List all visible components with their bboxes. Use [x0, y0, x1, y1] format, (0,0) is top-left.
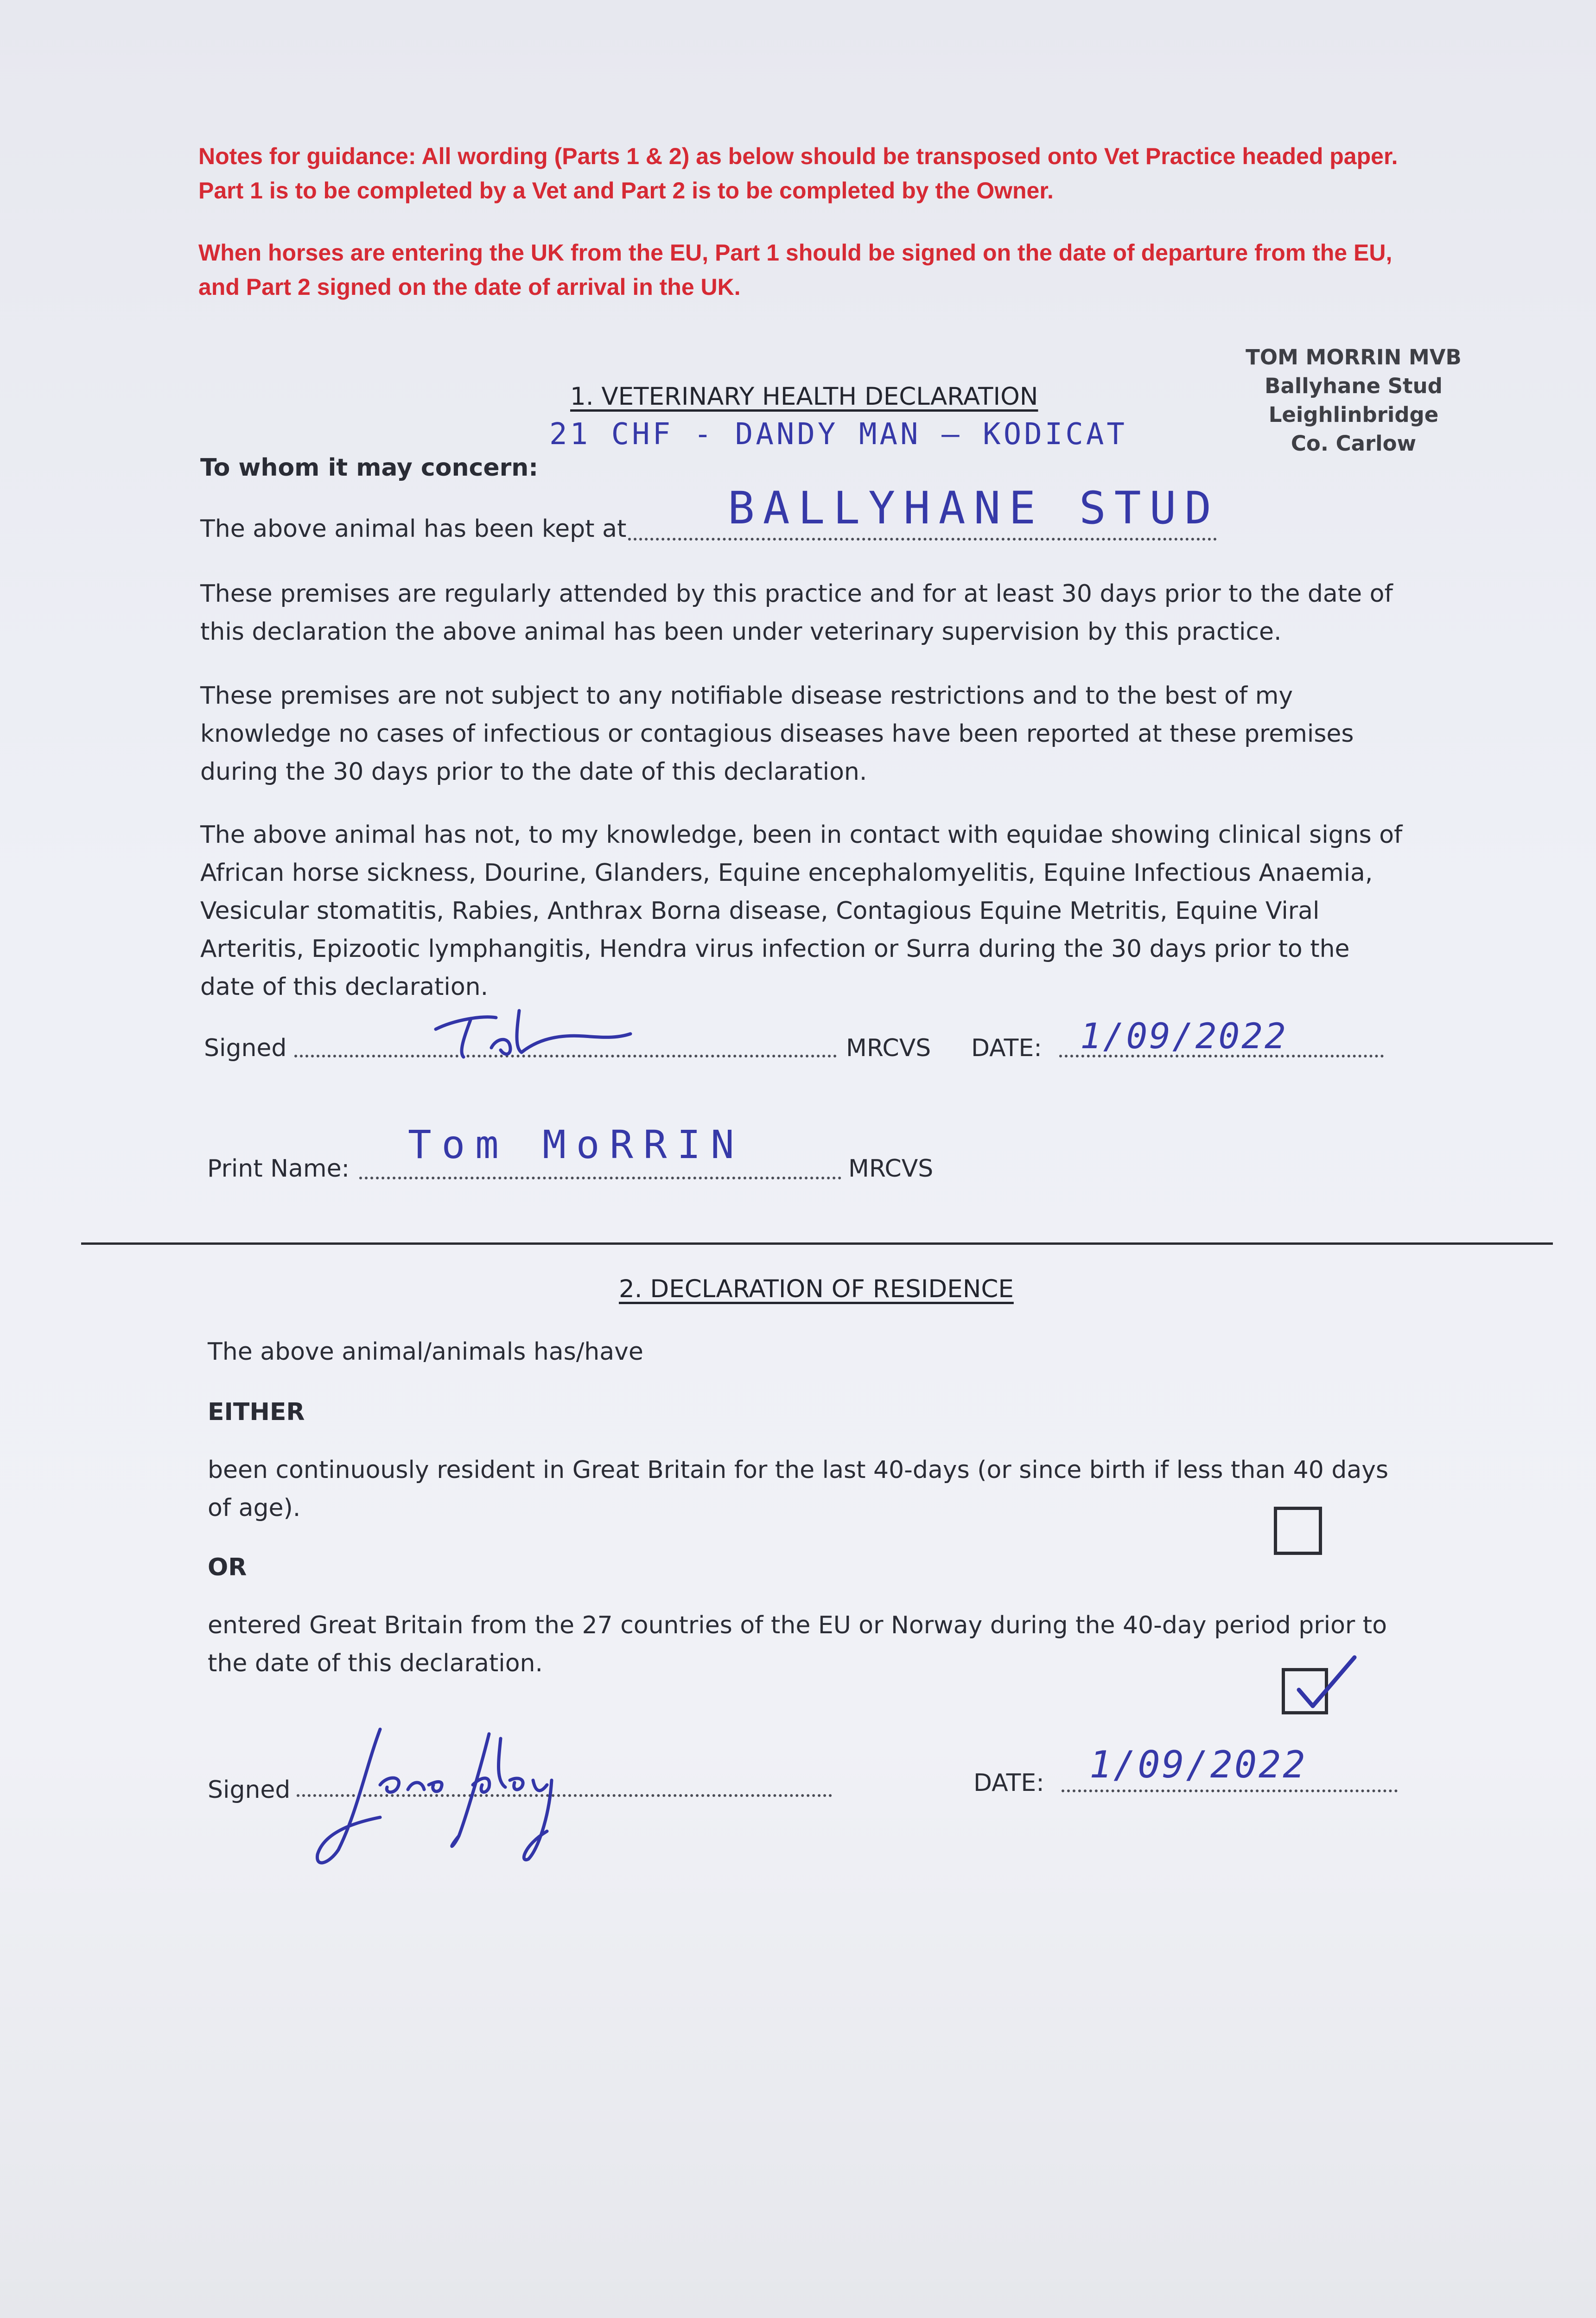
- guidance-note-2: When horses are entering the UK from the EU, Part 1 should be signed on the date of departure from the EU, and Part 2 signed on the date of arrival in the UK.: [198, 240, 1393, 300]
- part1-date-label: DATE:: [971, 1034, 1042, 1062]
- part2-signed-label: Signed: [208, 1776, 291, 1804]
- or-label: OR: [208, 1554, 247, 1581]
- section-divider: [81, 1242, 1553, 1245]
- kept-at-line: [628, 538, 1217, 541]
- stamp-name: TOM MORRIN MVB: [1246, 345, 1462, 369]
- checkmark-icon: [1290, 1653, 1364, 1713]
- part1-signed-label: Signed: [204, 1034, 287, 1062]
- part1-paragraph-2: These premises are not subject to any notifiable disease restrictions and to the best of my knowledge no cases of infectious or contagious diseases have been reported at these premises during the 30 days prior to the date of this declaration.: [200, 682, 1354, 786]
- kept-at-label: The above animal has been kept at: [200, 515, 627, 543]
- option2-text: entered Great Britain from the 27 countries of the EU or Norway during the 40-day period prior to the date of this declaration.: [208, 1611, 1387, 1677]
- part2-date-value: 1/09/2022: [1089, 1743, 1307, 1786]
- print-name-mrcvs-label: MRCVS: [848, 1155, 934, 1183]
- part2-heading: 2. DECLARATION OF RESIDENCE: [619, 1275, 1014, 1303]
- owner-signature: [306, 1711, 630, 1878]
- part1-date-value: 1/09/2022: [1080, 1015, 1288, 1057]
- part1-heading: 1. VETERINARY HEALTH DECLARATION: [570, 382, 1038, 411]
- stamp-county: Co. Carlow: [1291, 431, 1417, 456]
- kept-at-value: BALLYHANE STUD: [728, 482, 1220, 534]
- stamp-stud: Ballyhane Stud: [1265, 374, 1443, 398]
- vet-signature: [426, 1001, 649, 1071]
- part2-intro: The above animal/animals has/have: [208, 1338, 643, 1366]
- part1-mrcvs-label: MRCVS: [846, 1034, 931, 1062]
- part2-date-label: DATE:: [973, 1769, 1044, 1797]
- animal-name-handwritten: 21 CHF - DANDY MAN — KODICAT: [549, 417, 1127, 452]
- either-label: EITHER: [208, 1398, 305, 1426]
- stamp-town: Leighlinbridge: [1268, 402, 1439, 427]
- print-name-line: [359, 1177, 841, 1179]
- part1-paragraph-1: These premises are regularly attended by this practice and for at least 30 days prior to the date of this declaration the above animal has been under veterinary supervision by this practice.: [200, 580, 1393, 646]
- option1-text: been continuously resident in Great Britain for the last 40-days (or since birth if less than 40 days of age).: [208, 1456, 1389, 1522]
- print-name-label: Print Name:: [207, 1155, 350, 1183]
- vet-stamp: [1205, 343, 1502, 458]
- option2-checkbox[interactable]: [1282, 1668, 1328, 1714]
- part2-date-line: [1062, 1789, 1398, 1792]
- salutation: To whom it may concern:: [200, 454, 539, 482]
- option1-checkbox[interactable]: [1274, 1507, 1322, 1555]
- guidance-note-1: Notes for guidance: All wording (Parts 1 & 2) as below should be transposed onto Vet Practice headed paper. Part 1 is to be completed by a Vet and Part 2 is to be completed by the Owner.: [198, 143, 1398, 204]
- print-name-value: Tom MoRRIN: [408, 1122, 744, 1167]
- part1-paragraph-3: The above animal has not, to my knowledge, been in contact with equidae showing clinical signs of African horse sickness, Dourine, Glanders, Equine encephalomyelitis, Equine Infectious Anaemia, Vesicular stomatitis, Rabies, Anthrax Borna disease, Contagious Equine Metritis, Equine Viral Arteritis, Epizootic lymphangitis, Hendra virus infection or Surra during the 30 days prior to the date of this declaration.: [200, 821, 1403, 1001]
